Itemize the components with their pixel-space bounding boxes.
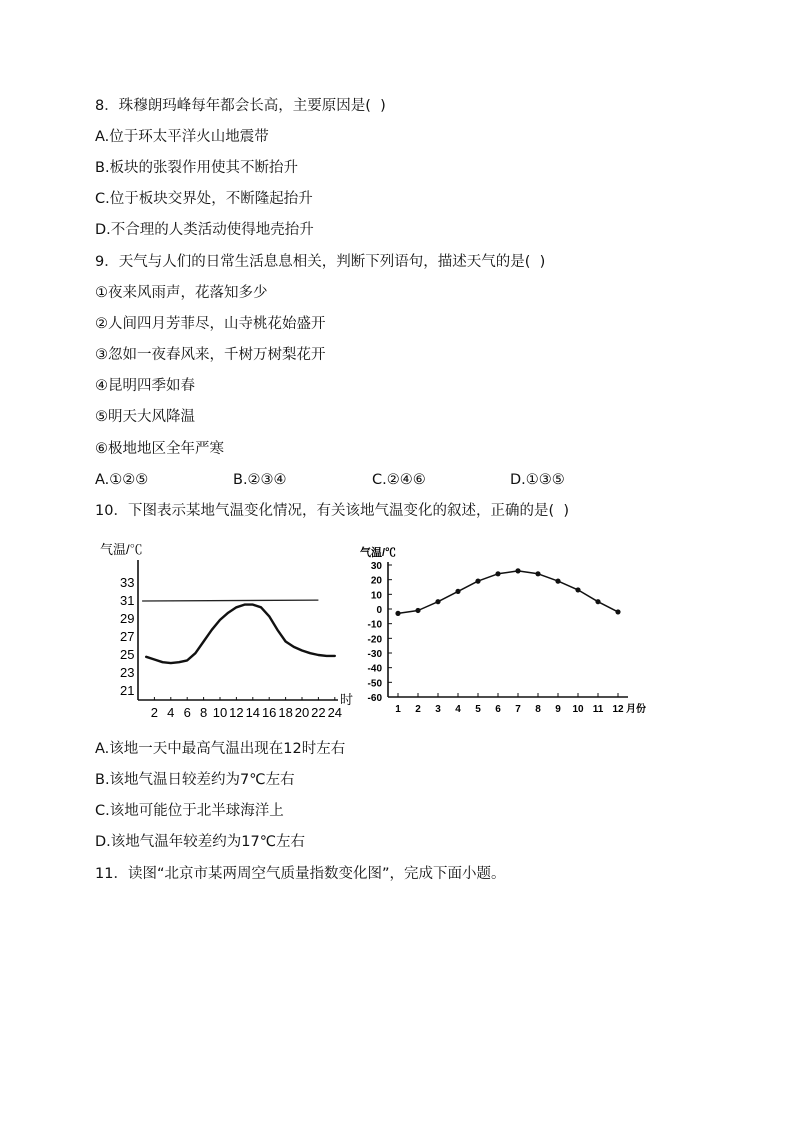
data-point-month-8 — [535, 571, 540, 576]
y-tick-label-20: 20 — [370, 575, 382, 587]
y-tick-label-30: 30 — [370, 561, 382, 572]
y-tick-label--20: -20 — [367, 634, 382, 646]
y-tick-label--30: -30 — [367, 649, 382, 660]
x-tick-label-12: 12 — [612, 704, 624, 715]
y-tick-label-0: 0 — [376, 605, 382, 616]
data-point-month-1 — [395, 611, 400, 616]
x-tick-label-3: 3 — [435, 704, 441, 715]
q8-option-b: B.板块的张裂作用使其不断抬升 — [95, 160, 299, 176]
q11-stem: 11．读图“北京市某两周空气质量指数变化图”，完成下面小题。 — [95, 866, 506, 882]
data-point-month-4 — [455, 589, 460, 594]
q10-stem: 10．下图表示某地气温变化情况，有关该地气温变化的叙述，正确的是( ) — [95, 503, 569, 519]
y-tick-label--60: -60 — [367, 693, 382, 704]
x-tick-label-20: 20 — [294, 705, 310, 720]
y-tick-label-27: 27 — [120, 629, 135, 644]
y-tick-label--40: -40 — [367, 663, 382, 675]
data-point-month-2 — [415, 608, 420, 613]
data-point-month-3 — [435, 599, 440, 604]
y-tick-label-21: 21 — [120, 683, 135, 698]
x-tick-label-1: 1 — [395, 704, 401, 715]
data-point-month-10 — [575, 587, 580, 592]
q9-statement-6: ⑥极地地区全年严寒 — [95, 441, 224, 457]
y-tick-label-31: 31 — [120, 593, 135, 608]
q8-option-a: A.位于环太平洋火山地震带 — [95, 129, 269, 145]
x-tick-label-14: 14 — [245, 705, 261, 720]
x-tick-label-12: 12 — [229, 705, 244, 720]
q9-option-d: D.①③⑤ — [510, 472, 565, 488]
x-tick-label-2: 2 — [415, 704, 421, 715]
q8-option-d: D.不合理的人类活动使得地壳抬升 — [95, 222, 314, 238]
y-tick-label--50: -50 — [367, 678, 382, 690]
y-axis-label: 气温/℃ — [100, 542, 143, 557]
q10-option-b: B.该地气温日较差约为7℃左右 — [95, 772, 295, 788]
annual-temperature-chart — [355, 540, 646, 720]
daily-temperature-chart — [100, 535, 370, 725]
q9-option-a: A.①②⑤ — [95, 472, 149, 488]
y-tick-label-25: 25 — [120, 647, 135, 662]
data-point-month-5 — [475, 579, 480, 584]
q10-option-a: A.该地一天中最高气温出现在12时左右 — [95, 741, 346, 757]
q9-statement-2: ②人间四月芳菲尽，山寺桃花始盛开 — [95, 316, 326, 332]
x-tick-label-6: 6 — [183, 705, 191, 720]
x-axis-label: 时 — [340, 692, 354, 707]
q10-option-c: C.该地可能位于北半球海洋上 — [95, 803, 284, 819]
reference-line-31 — [142, 600, 318, 601]
x-tick-label-4: 4 — [167, 705, 175, 720]
q9-statement-5: ⑤明天大风降温 — [95, 409, 195, 425]
q9-option-c: C.②④⑥ — [372, 472, 426, 488]
x-axis-label: 月份 — [626, 704, 646, 715]
data-point-month-9 — [555, 579, 560, 584]
x-tick-label-8: 8 — [535, 704, 541, 715]
y-tick-label-10: 10 — [370, 590, 382, 602]
q8-stem: 8．珠穆朗玛峰每年都会长高，主要原因是( ) — [95, 98, 386, 114]
q10-option-d: D.该地气温年较差约为17℃左右 — [95, 834, 306, 850]
y-axis-label: 气温/℃ — [360, 547, 397, 559]
q9-statement-3: ③忽如一夜春风来，千树万树梨花开 — [95, 347, 326, 363]
q9-statement-1: ①夜来风雨声，花落知多少 — [95, 285, 268, 301]
x-tick-label-2: 2 — [150, 705, 159, 720]
q9-option-b: B.②③④ — [233, 472, 287, 488]
data-point-month-11 — [595, 599, 600, 604]
data-point-month-6 — [495, 571, 500, 576]
data-point-month-12 — [615, 609, 620, 614]
y-tick-label-33: 33 — [120, 575, 135, 590]
y-tick-label-23: 23 — [120, 665, 135, 680]
daily-temperature-line — [146, 605, 335, 664]
q9-statement-4: ④昆明四季如春 — [95, 378, 195, 394]
x-tick-label-18: 18 — [278, 705, 293, 720]
x-tick-label-7: 7 — [515, 704, 521, 715]
x-tick-label-5: 5 — [475, 704, 481, 715]
x-tick-label-10: 10 — [572, 704, 584, 715]
annual-temperature-line — [398, 571, 618, 614]
data-point-month-7 — [515, 568, 520, 573]
x-tick-label-4: 4 — [455, 704, 461, 715]
x-tick-label-6: 6 — [495, 704, 501, 715]
x-tick-label-8: 8 — [199, 705, 208, 720]
q9-stem: 9．天气与人们的日常生活息息相关，判断下列语句，描述天气的是( ) — [95, 254, 546, 270]
q8-option-c: C.位于板块交界处，不断隆起抬升 — [95, 191, 313, 207]
x-tick-label-16: 16 — [261, 705, 277, 720]
x-tick-label-9: 9 — [555, 704, 561, 715]
x-tick-label-10: 10 — [212, 705, 228, 720]
y-tick-label-29: 29 — [120, 611, 135, 626]
y-tick-label--10: -10 — [367, 619, 382, 631]
x-tick-label-22: 22 — [311, 705, 326, 720]
x-tick-label-24: 24 — [327, 705, 343, 720]
x-tick-label-11: 11 — [592, 704, 604, 715]
